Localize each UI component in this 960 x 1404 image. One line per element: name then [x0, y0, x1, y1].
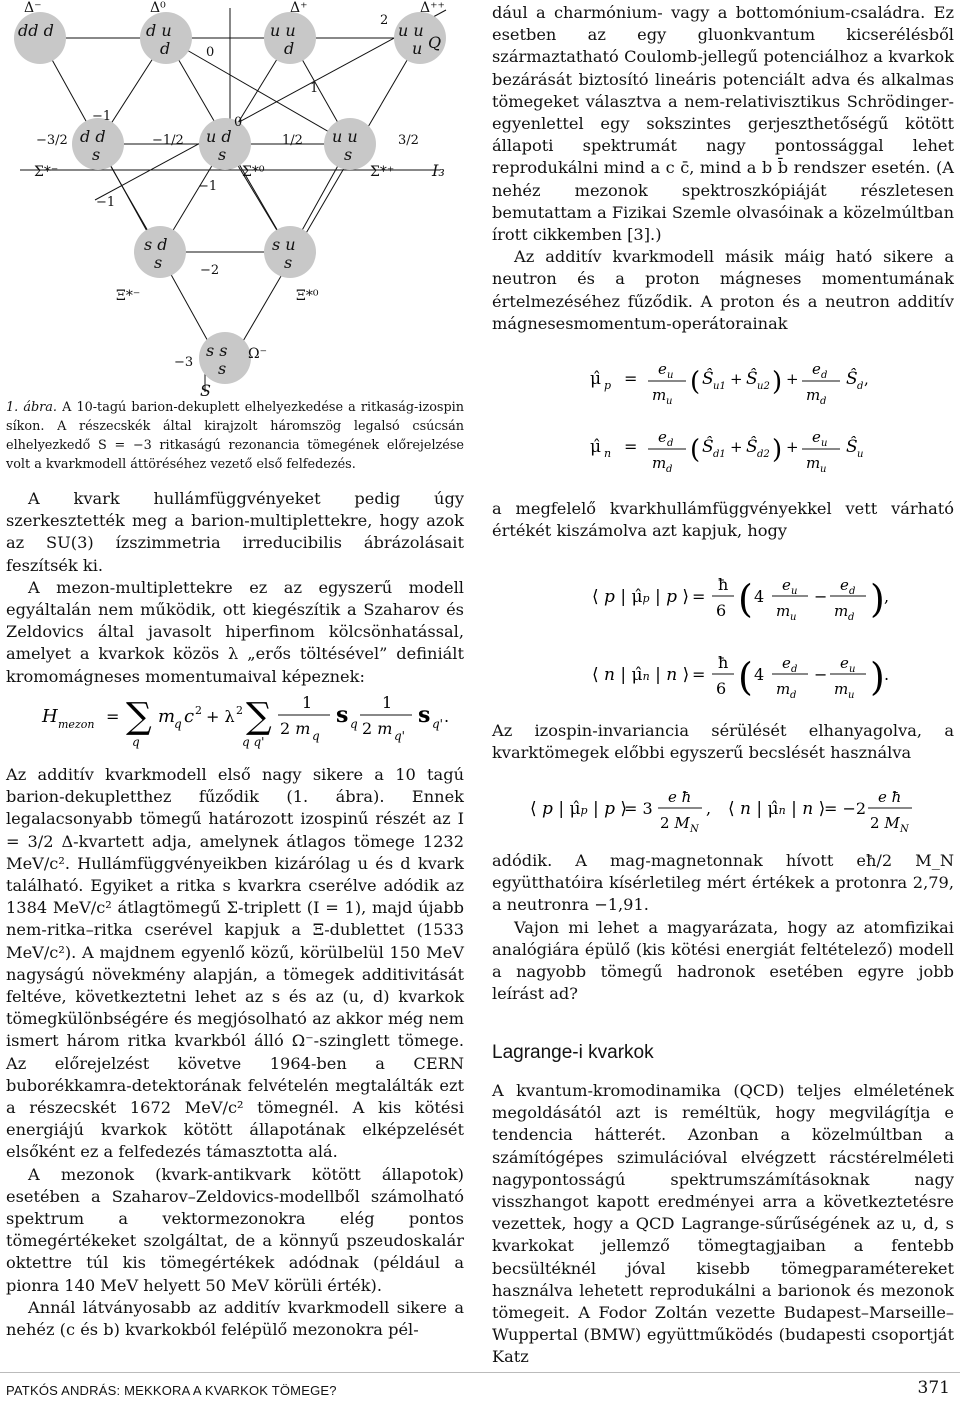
svg-text:2 M: 2 M: [870, 814, 900, 832]
svg-text:u2: u2: [757, 381, 770, 392]
svg-text:⟨ n | μ̂n | n ⟩: ⟨ n | μ̂n | n ⟩: [592, 665, 690, 685]
svg-text:I₃: I₃: [432, 161, 445, 180]
svg-text:e: e: [840, 576, 849, 594]
svg-text:,: ,: [884, 587, 890, 606]
svg-text:−2: −2: [200, 263, 220, 278]
svg-text:d: d: [820, 396, 827, 407]
svg-text:d: d: [821, 370, 828, 381]
right-column-top: dául a charmónium- vagy a bottomónium-családra. Ez esetben az egy gluonkvantum kicserélésből származtatható Coulomb-jellegű potenciálhoz a kvarkok bezárását biztosító lineáris potenciált adva és alkalmas tömegeket választva a nem-relativisztikus Schrödinger-egyenlettel egy sokszintes gerjeszthetőségű kötött állapoti spektrumát nagy pontossággal lehet reprodukálni mind a c c̄, mind a b b̄ rendszer esetén. (A nehéz mezonok spektroszkópiáját részletesen bemutattam a Fizikai Szemle olvasóinak a közelmúltban írott cikkemben [3].) Az additív kvarkmodell másik máig ható sikere a neutron és a proton mágneses momentumának értelmezéséhez fűződik. A proton és a neutron additív mágnesesmomentum-operátorainak: [492, 3, 954, 333]
svg-text:d: d: [790, 690, 797, 701]
equation-hmezon: [40, 688, 470, 752]
svg-text:m: m: [834, 602, 849, 620]
svg-text:): ): [870, 577, 885, 621]
svg-text:1: 1: [302, 693, 313, 712]
svg-text:): ): [870, 655, 885, 699]
svg-text:3/2: 3/2: [398, 133, 419, 148]
svg-text:Δ⁺⁺: Δ⁺⁺: [420, 0, 445, 16]
svg-text:=: =: [106, 707, 120, 726]
svg-text:−3/2: −3/2: [36, 133, 68, 148]
svg-text:u: u: [791, 586, 798, 597]
svg-text:u: u: [412, 39, 423, 58]
svg-text:Ŝ: Ŝ: [702, 369, 714, 389]
right-column-bottom: A kvantum-kromodinamika (QCD) teljes elméletének megoldásától azt is reméltük, hogy megvilágítja e tendencia hátterét. Azonban a közelmúltban a számítógépes szimulációval elvégzett rácstérelméleti nagypontosságú spektrumszámításoknak nagy visszhangot kapott eredményei arra a következtetésre vezettek, hogy a QCD Lagrange-sűrűségének az u, d, s kvarkokat jellemző tömegtagjaiban a fentebb becsültéknél jóval kisebb tömegparamétereket használva lehetett reprodukálni a barionok és mezonok tömegeit. A Fodor Zoltán vezette Budapest–Marseille–Wuppertal (BMW) együttműködés (budapesti csoportját Katz: [492, 1081, 954, 1367]
svg-text:ħ: ħ: [718, 653, 729, 672]
svg-text:Ŝ: Ŝ: [702, 437, 714, 457]
svg-text:−1/2: −1/2: [152, 133, 184, 148]
section-heading: Lagrange-i kvarkok: [492, 1042, 654, 1063]
svg-text:Δ⁺: Δ⁺: [290, 0, 308, 16]
svg-text:2 m: 2 m: [362, 719, 393, 738]
svg-text:Ω⁻: Ω⁻: [248, 346, 267, 362]
svg-text:p: p: [604, 379, 612, 392]
svg-text:4: 4: [754, 665, 765, 684]
svg-text:d2: d2: [757, 449, 770, 460]
svg-text:q: q: [132, 735, 140, 749]
svg-text:e: e: [782, 576, 791, 594]
svg-text:=: =: [692, 587, 706, 606]
svg-text:m: m: [806, 454, 821, 472]
svg-text:μ̂: μ̂: [590, 369, 602, 389]
svg-text:s: s: [284, 253, 293, 272]
svg-text:s s: s s: [206, 341, 228, 360]
svg-text:s d: s d: [144, 235, 168, 254]
svg-text:): ): [772, 367, 783, 397]
svg-text:⟨ n | μ̂n | n ⟩: ⟨ n | μ̂n | n ⟩: [728, 799, 826, 819]
equation-nuclear-magneton: [530, 780, 940, 840]
svg-text:q: q: [350, 717, 358, 731]
svg-text:N: N: [690, 824, 699, 835]
svg-text:(: (: [738, 655, 753, 699]
svg-text:e: e: [782, 654, 791, 672]
svg-text:d u: d u: [146, 21, 172, 40]
svg-text:d d: d d: [80, 127, 106, 146]
svg-text:e ħ: e ħ: [668, 788, 692, 806]
svg-text:n: n: [604, 447, 612, 460]
svg-text:2 M: 2 M: [660, 814, 690, 832]
svg-text:N: N: [900, 824, 909, 835]
svg-text:2 m: 2 m: [280, 719, 311, 738]
q-delta-minus-a: dd d: [18, 21, 54, 40]
svg-text:6: 6: [716, 679, 727, 698]
svg-text:+ λ: + λ: [206, 707, 235, 726]
svg-text:e: e: [840, 654, 849, 672]
right-column-middle: adódik. A mag-magnetonnak hívott eħ/2 M_N együtthatóira kísérletileg mért értékek a protonra 2,79, a neutronra −1,91. Vajon mi lehet a magyarázata, hogy az atomfizikai analógiára épülő (kis kötési energiát feltételező) modell a nagyobb tömegű hadronok esetében egyre jobb leírást ad?: [492, 851, 954, 1004]
svg-text:m: m: [806, 386, 821, 404]
decuplet-figure: [0, 0, 470, 400]
svg-text:.: .: [444, 707, 450, 726]
svg-text:e ħ: e ħ: [878, 788, 902, 806]
svg-text:Σ*⁻: Σ*⁻: [34, 164, 59, 180]
svg-text:H: H: [42, 706, 58, 727]
svg-text:⟨ p | μ̂p | p ⟩: ⟨ p | μ̂p | p ⟩: [592, 587, 690, 607]
svg-text:d1: d1: [713, 449, 726, 460]
svg-text:m: m: [776, 602, 791, 620]
svg-text:q q': q q': [242, 735, 265, 749]
svg-text:1: 1: [310, 81, 319, 96]
svg-text:⟨ p | μ̂p | p ⟩: ⟨ p | μ̂p | p ⟩: [530, 799, 628, 819]
svg-text:,: ,: [706, 799, 712, 818]
svg-text:−1: −1: [92, 109, 112, 124]
svg-text:+: +: [730, 438, 743, 456]
svg-text:= 3: = 3: [624, 799, 653, 818]
svg-text:u u: u u: [270, 21, 296, 40]
svg-text:d: d: [667, 438, 674, 449]
svg-text:s: s: [336, 702, 349, 728]
svg-text:−: −: [814, 665, 828, 684]
svg-text:.: .: [884, 665, 890, 684]
svg-text:q: q: [174, 717, 182, 731]
svg-text:m: m: [158, 706, 176, 727]
svg-text:∑: ∑: [246, 696, 272, 737]
svg-text:mezon: mezon: [58, 718, 95, 731]
left-column-bottom: Az additív kvarkmodell első nagy sikere a 10 tagú barion-dekupletthez fűződik (1. ábra). Ennek legalacsonyabb tömegű határozott izospinű részét az I = 3/2 Δ-kvartett adja, amelynek átlagos tömege 1232 MeV/c². Hullámfüggvényeikben kizárólag u és d kvark található. Egyiket a ritka s kvarkra cserélve adódik az 1384 MeV/c² átlagtömegű Σ-triplett (I = 1), majd újabb nem-ritka–ritka cserével kapjuk a Ξ-dublettet (1533 MeV/c²). A majdnem egyenlő közű, körülbelül 150 MeV nagyságú növekmény alapján, a tömegek additivitását feltéve, következtetni lehet az s és az (u, d) kvarkok tömegkülönbségére és megjósolható az akkor még nem ismert három ritka kvarkból álló Ω⁻-szinglett tömege. Az előrejelzést követve 1964-ben a CERN buborékkamra-detektorának felvételén megtalálták ezt a részecskét 1672 MeV/c² tömegnél. A kis kötési energiájú kvarkok kötött állapotának elképzelését elsőként ez a felfedezés támasztotta alá. A mezonok (kvark-antikvark kötött állapotok) esetében a Szaharov–Zeldovics-modellből számolható spektrum a vektormezonokra elég pontos tömegértékeket szolgáltat, de a könnyű pszeudoskalár oktettre túl kis tömegértékek adódnak (például a pionra 140 MeV helyett 50 MeV körüli érték). Annál látványosabb az additív kvarkmodell sikere a nehéz (c és b) kvarkokból felépülő mezonokra pél-: [6, 765, 464, 1340]
svg-text:1: 1: [382, 693, 393, 712]
svg-text:Ξ*⁻: Ξ*⁻: [116, 288, 141, 304]
svg-text:m: m: [834, 680, 849, 698]
svg-text:u: u: [857, 449, 864, 460]
svg-text:d: d: [848, 612, 855, 623]
svg-text:2: 2: [236, 704, 243, 717]
svg-text:s: s: [218, 145, 227, 164]
svg-text:d: d: [160, 39, 171, 58]
svg-text:d: d: [666, 464, 673, 475]
svg-text:u: u: [848, 690, 855, 701]
svg-text:−1: −1: [198, 179, 218, 194]
svg-text:Δ⁻: Δ⁻: [24, 0, 42, 16]
svg-text:m: m: [652, 454, 667, 472]
svg-text:u u: u u: [398, 21, 424, 40]
page-number: 371: [917, 1378, 950, 1398]
svg-text:q': q': [432, 717, 443, 731]
svg-text:u: u: [821, 438, 828, 449]
svg-text:m: m: [652, 386, 667, 404]
svg-text:d: d: [791, 664, 798, 675]
svg-text:s u: s u: [272, 235, 296, 254]
svg-text:(: (: [690, 435, 701, 465]
svg-text:2: 2: [195, 704, 202, 717]
equation-mu-operators: [590, 356, 940, 486]
svg-text:Ŝ: Ŝ: [846, 437, 858, 457]
svg-text:6: 6: [716, 601, 727, 620]
svg-text:q': q': [394, 729, 405, 743]
svg-text:=: =: [624, 369, 638, 388]
svg-text:e: e: [658, 428, 667, 446]
svg-text:Ŝ: Ŝ: [746, 369, 758, 389]
svg-text:+: +: [786, 370, 799, 388]
svg-text:c: c: [184, 706, 195, 727]
svg-text:s: s: [154, 253, 163, 272]
svg-text:m: m: [776, 680, 791, 698]
svg-text:Ŝ: Ŝ: [746, 437, 758, 457]
svg-text:e: e: [812, 428, 821, 446]
svg-text:u: u: [790, 612, 797, 623]
svg-text:Ŝ: Ŝ: [846, 369, 858, 389]
svg-text:0: 0: [206, 45, 215, 60]
svg-text:=: =: [692, 665, 706, 684]
svg-text:d: d: [849, 586, 856, 597]
svg-text:(: (: [738, 577, 753, 621]
svg-text:−: −: [814, 587, 828, 606]
right-column-p4: Az izospin-invariancia sérülését elhanyagolva, a kvarktömegek előbbi egyszerű becslését használva: [492, 721, 954, 763]
footer-rule: [0, 1372, 960, 1373]
svg-text:d: d: [857, 381, 864, 392]
svg-text:s: s: [218, 359, 227, 378]
left-column-top: A kvark hullámfüggvényeket pedig úgy szerkesztették meg a barion-multiplettekre, hogy azok az SU(3) ízszimmetria irreducibilis ábrázolásait feszítsék ki. A mezon-multiplettekre ez az egyszerű modell egyáltalán nem működik, ott kiegészítik a Szaharov és Zeldovics által javasolt hiperfinom kölcsönhatással, amelyet a kvarkok közös λ „erős töltésével” definiált kromomágneses momentumaival képeznek:: [6, 489, 464, 686]
svg-text:s: s: [418, 702, 431, 728]
svg-text:d: d: [284, 39, 295, 58]
equation-expectation: [592, 560, 932, 710]
svg-text:e: e: [812, 360, 821, 378]
svg-text:(: (: [690, 367, 701, 397]
svg-text:Σ*⁺: Σ*⁺: [370, 164, 395, 180]
svg-text:S: S: [200, 381, 211, 400]
svg-text:u u: u u: [332, 127, 358, 146]
svg-text:Σ*⁰: Σ*⁰: [242, 164, 265, 180]
svg-text:2: 2: [380, 13, 389, 28]
svg-text:e: e: [658, 360, 667, 378]
svg-text:4: 4: [754, 587, 765, 606]
svg-text:u1: u1: [713, 381, 726, 392]
svg-text:μ̂: μ̂: [590, 437, 602, 457]
svg-text:Ξ*⁰: Ξ*⁰: [296, 288, 319, 304]
figure-caption: 1. ábra. A 10-tagú barion-dekuplett elhelyezkedése a ritkaság-izospin síkon. A részecskék által kirajzolt háromszög legalsó csúcsán elhelyezkedő S = −3 ritkaságú rezonancia tömegének előrejelzése volt a kvarkmodell áttöréséhez vezető első felfedezés.: [6, 400, 464, 472]
svg-text:): ): [772, 435, 783, 465]
svg-text:,: ,: [864, 370, 869, 388]
svg-text:+: +: [786, 438, 799, 456]
svg-text:−1: −1: [96, 195, 116, 210]
svg-text:∑: ∑: [126, 696, 152, 737]
svg-text:−3: −3: [174, 355, 194, 370]
svg-text:+: +: [730, 370, 743, 388]
svg-text:s: s: [344, 145, 353, 164]
svg-text:q: q: [312, 729, 320, 743]
svg-text:Δ⁰: Δ⁰: [150, 0, 166, 16]
svg-text:Q: Q: [428, 33, 442, 52]
svg-text:=: =: [624, 437, 638, 456]
svg-text:1/2: 1/2: [282, 133, 303, 148]
svg-text:u: u: [666, 396, 673, 407]
svg-text:s: s: [92, 145, 101, 164]
svg-text:u: u: [820, 464, 827, 475]
right-column-p3: a megfelelő kvarkhullámfüggvényekkel vett várható értékét kiszámolva azt kapjuk, hogy: [492, 499, 954, 541]
svg-text:u: u: [849, 664, 856, 675]
svg-text:= −2: = −2: [824, 799, 867, 818]
svg-text:u: u: [667, 370, 674, 381]
svg-text:ħ: ħ: [718, 575, 729, 594]
svg-text:0: 0: [234, 115, 243, 130]
svg-text:u d: u d: [206, 127, 232, 146]
running-head: PATKÓS ANDRÁS: MEKKORA A KVARKOK TÖMEGE?: [6, 1383, 337, 1398]
